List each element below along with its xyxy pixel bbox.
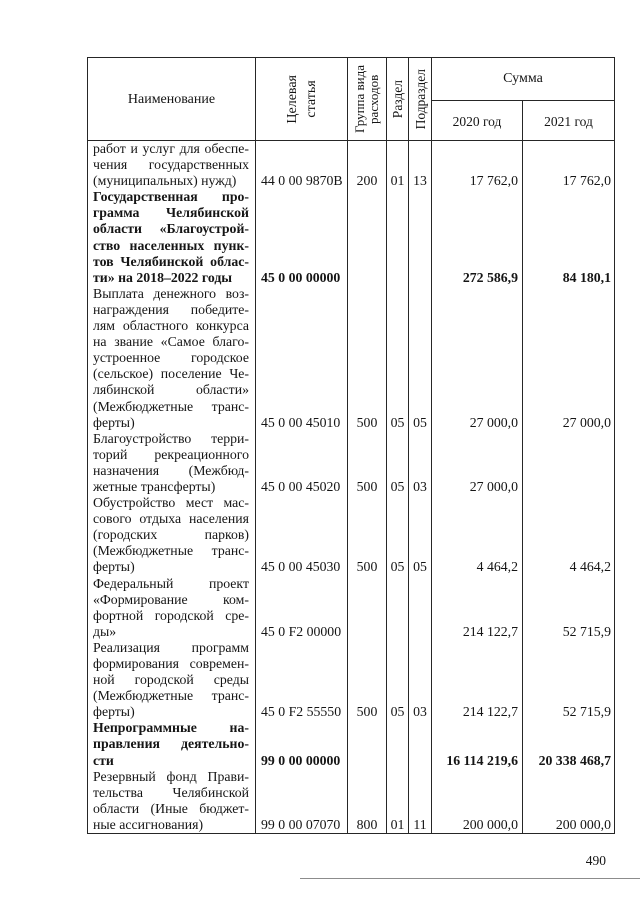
row-section: 05 xyxy=(390,478,405,494)
row-expense-group-cell xyxy=(348,431,387,495)
row-section-cell xyxy=(387,576,409,640)
row-name-line: (городских парков) xyxy=(93,527,249,543)
row-subsection-cell xyxy=(409,189,432,286)
table-row xyxy=(88,141,614,189)
row-name-line: назначения (Межбюд- xyxy=(93,462,249,478)
row-amount-2020: 27 000,0 xyxy=(469,414,518,430)
row-amount-2021: 52 715,9 xyxy=(562,704,611,720)
scan-edge-line xyxy=(300,878,640,879)
row-subsection-cell xyxy=(409,576,432,640)
row-amount-2020-cell xyxy=(432,640,523,720)
row-expense-group-cell xyxy=(348,720,387,768)
row-name-line: устроенное городское xyxy=(93,350,249,366)
row-name-line: Резервный фонд Прави- xyxy=(93,768,249,784)
row-subsection-cell xyxy=(409,286,432,431)
row-expense-group-cell xyxy=(348,286,387,431)
row-name-line: (Межбюджетные транс- xyxy=(93,543,249,559)
row-subsection: 05 xyxy=(413,559,427,575)
row-target-article: 99 0 00 07070 xyxy=(261,816,341,832)
row-name-line: ти» на 2018–2022 годы xyxy=(93,269,233,285)
row-name-cell xyxy=(88,769,256,833)
row-amount-2021-cell xyxy=(523,141,614,189)
row-section-cell xyxy=(387,431,409,495)
row-name-line: ство населенных пунк- xyxy=(93,237,249,253)
row-name-line: Государственная про- xyxy=(93,189,249,205)
row-section: 01 xyxy=(390,816,405,832)
header-section-column xyxy=(387,58,409,140)
row-subsection: 11 xyxy=(413,816,427,832)
row-name-line: Обустройство мест мас- xyxy=(93,495,249,511)
header-section-label: Раздел xyxy=(390,79,405,119)
row-name-line: на звание «Самое благо- xyxy=(93,334,249,350)
row-name-line: сти xyxy=(93,752,114,768)
table-row xyxy=(88,769,614,833)
row-amount-2020: 17 762,0 xyxy=(469,173,518,189)
row-section-cell xyxy=(387,141,409,189)
row-name-line: области «Благоустрой- xyxy=(93,221,249,237)
row-name-line: ферты) xyxy=(93,559,135,575)
row-target-article-cell xyxy=(256,141,348,189)
row-amount-2021-cell xyxy=(523,720,614,768)
row-amount-2020: 4 464,2 xyxy=(476,559,518,575)
header-name-column xyxy=(88,58,256,140)
row-name-cell xyxy=(88,576,256,640)
header-expense-group-line: Группа вида xyxy=(352,65,367,133)
table-row xyxy=(88,576,614,640)
row-target-article: 45 0 F2 55550 xyxy=(261,704,342,720)
row-name-cell xyxy=(88,286,256,431)
row-expense-group: 200 xyxy=(356,173,378,189)
row-subsection-cell xyxy=(409,495,432,575)
table-header xyxy=(88,58,614,141)
row-section-cell xyxy=(387,769,409,833)
row-expense-group-cell xyxy=(348,640,387,720)
row-name-line: лябинской области» xyxy=(93,382,249,398)
header-name-label: Наименование xyxy=(127,92,216,107)
row-expense-group-cell xyxy=(348,141,387,189)
row-target-article-cell xyxy=(256,431,348,495)
row-amount-2020: 214 122,7 xyxy=(462,704,518,720)
row-name-line: фортной городской сре- xyxy=(93,607,249,623)
row-amount-2021: 200 000,0 xyxy=(555,816,611,832)
row-name-cell xyxy=(88,720,256,768)
row-section-cell xyxy=(387,495,409,575)
row-name-cell xyxy=(88,640,256,720)
row-expense-group-cell xyxy=(348,495,387,575)
row-target-article: 45 0 00 45030 xyxy=(261,559,341,575)
row-name-cell xyxy=(88,495,256,575)
row-subsection-cell xyxy=(409,720,432,768)
row-amount-2020: 200 000,0 xyxy=(462,816,518,832)
row-name-line: тов Челябинской облас- xyxy=(93,253,249,269)
row-amount-2021-cell xyxy=(523,431,614,495)
row-amount-2021: 27 000,0 xyxy=(562,414,611,430)
row-amount-2021-cell xyxy=(523,495,614,575)
row-subsection-cell xyxy=(409,431,432,495)
row-name-line: ды» xyxy=(93,623,117,639)
row-amount-2020: 272 586,9 xyxy=(462,269,518,285)
table-row xyxy=(88,495,614,575)
row-subsection: 05 xyxy=(413,414,427,430)
header-target-article-line: статья xyxy=(303,80,319,118)
row-amount-2020: 16 114 219,6 xyxy=(446,752,518,768)
row-name-line: грамма Челябинской xyxy=(93,205,249,221)
table-body xyxy=(88,141,614,833)
header-subsection-column xyxy=(409,58,432,140)
row-name-line: правления деятельно- xyxy=(93,736,249,752)
row-amount-2021-cell xyxy=(523,286,614,431)
row-name-line: (сельское) поселение Че- xyxy=(93,366,249,382)
row-expense-group-cell xyxy=(348,576,387,640)
row-section-cell xyxy=(387,720,409,768)
row-target-article-cell xyxy=(256,286,348,431)
row-amount-2021: 4 464,2 xyxy=(569,559,611,575)
row-name-cell xyxy=(88,141,256,189)
row-section: 05 xyxy=(390,559,405,575)
row-expense-group: 500 xyxy=(356,559,378,575)
page-number: 490 xyxy=(585,853,606,868)
row-target-article-cell xyxy=(256,189,348,286)
row-name-line: (Межбюджетные транс- xyxy=(93,398,249,414)
row-amount-2021: 17 762,0 xyxy=(562,173,611,189)
row-amount-2021-cell xyxy=(523,576,614,640)
row-subsection: 03 xyxy=(413,704,427,720)
table-row xyxy=(88,720,614,768)
row-amount-2021: 20 338 468,7 xyxy=(538,752,611,768)
row-section: 05 xyxy=(390,704,405,720)
table-row xyxy=(88,189,614,286)
row-expense-group: 500 xyxy=(356,414,378,430)
row-amount-2021-cell xyxy=(523,769,614,833)
row-name-line: Реализация программ xyxy=(93,639,249,655)
row-target-article: 45 0 00 00000 xyxy=(261,269,341,285)
header-year-2020: 2020 год xyxy=(432,101,523,140)
row-name-line: Выплата денежного воз- xyxy=(93,285,249,301)
row-name-line: лям областного конкурса xyxy=(93,318,249,334)
row-name-line: торий рекреационного xyxy=(93,446,249,462)
row-name-line: «Формирование ком- xyxy=(93,591,249,607)
row-amount-2020-cell xyxy=(432,141,523,189)
row-name-line: сового отдыха населения xyxy=(93,511,249,527)
row-target-article: 99 0 00 00000 xyxy=(261,752,341,768)
row-name-line: Благоустройство терри- xyxy=(93,430,249,446)
row-name-line: ферты) xyxy=(93,414,135,430)
row-target-article-cell xyxy=(256,720,348,768)
row-amount-2020-cell xyxy=(432,720,523,768)
row-name-cell xyxy=(88,189,256,286)
row-amount-2020-cell xyxy=(432,189,523,286)
row-amount-2020-cell xyxy=(432,286,523,431)
row-amount-2020: 214 122,7 xyxy=(462,623,518,639)
row-target-article: 45 0 F2 00000 xyxy=(261,623,342,639)
header-expense-group-label xyxy=(353,65,381,133)
row-name-line: жетные трансферты) xyxy=(93,478,216,494)
row-expense-group: 500 xyxy=(356,478,378,494)
row-target-article-cell xyxy=(256,640,348,720)
header-target-article-column xyxy=(256,58,348,140)
row-section: 01 xyxy=(390,173,405,189)
row-amount-2020: 27 000,0 xyxy=(469,478,518,494)
row-name-line: ные ассигнования) xyxy=(93,816,204,832)
header-target-article-label xyxy=(283,75,321,124)
row-subsection: 13 xyxy=(413,173,427,189)
row-subsection-cell xyxy=(409,769,432,833)
header-expense-group-line: расходов xyxy=(366,74,381,124)
table-row xyxy=(88,640,614,720)
row-target-article: 44 0 00 9870В xyxy=(261,173,343,189)
row-amount-2021-cell xyxy=(523,189,614,286)
budget-table xyxy=(87,57,615,834)
row-name-line: чения государственных xyxy=(93,157,249,173)
row-subsection-cell xyxy=(409,141,432,189)
row-expense-group: 800 xyxy=(356,816,378,832)
row-name-line: (Межбюджетные транс- xyxy=(93,688,249,704)
row-amount-2020-cell xyxy=(432,431,523,495)
row-expense-group-cell xyxy=(348,189,387,286)
row-target-article: 45 0 00 45020 xyxy=(261,478,341,494)
table-row xyxy=(88,286,614,431)
row-amount-2021: 84 180,1 xyxy=(562,269,611,285)
header-sum-label: Сумма xyxy=(432,58,614,101)
row-subsection-cell xyxy=(409,640,432,720)
row-name-line: ферты) xyxy=(93,704,135,720)
row-subsection: 03 xyxy=(413,478,427,494)
row-expense-group: 500 xyxy=(356,704,378,720)
row-name-line: ной городской среды xyxy=(93,672,249,688)
row-name-line: тельства Челябинской xyxy=(93,784,249,800)
table-row xyxy=(88,431,614,495)
header-sum-group xyxy=(432,58,614,140)
row-name-line: награждения победите- xyxy=(93,301,249,317)
row-name-line: формирования современ- xyxy=(93,656,249,671)
row-name-line: Федеральный проект xyxy=(93,575,249,591)
row-target-article-cell xyxy=(256,769,348,833)
row-amount-2021-cell xyxy=(523,640,614,720)
row-section: 05 xyxy=(390,414,405,430)
row-section-cell xyxy=(387,286,409,431)
row-amount-2020-cell xyxy=(432,495,523,575)
row-expense-group-cell xyxy=(348,769,387,833)
row-name-line: области (Иные бюджет- xyxy=(93,800,249,816)
row-name-line: Непрограммные на- xyxy=(93,720,249,736)
header-year-row xyxy=(432,101,614,140)
header-target-article-line: Целевая xyxy=(284,74,300,124)
header-expense-group-column xyxy=(348,58,387,140)
header-year-2021: 2021 год xyxy=(544,113,593,129)
row-name-cell xyxy=(88,431,256,495)
row-name-line: (муниципальных) нужд) xyxy=(93,173,237,189)
header-subsection-label: Подраздел xyxy=(412,68,428,130)
row-section-cell xyxy=(387,640,409,720)
row-amount-2020-cell xyxy=(432,769,523,833)
row-target-article-cell xyxy=(256,576,348,640)
row-section-cell xyxy=(387,189,409,286)
row-target-article: 45 0 00 45010 xyxy=(261,414,341,430)
row-name-line: работ и услуг для обеспе- xyxy=(93,141,249,156)
row-amount-2021: 52 715,9 xyxy=(562,623,611,639)
row-amount-2020-cell xyxy=(432,576,523,640)
row-target-article-cell xyxy=(256,495,348,575)
